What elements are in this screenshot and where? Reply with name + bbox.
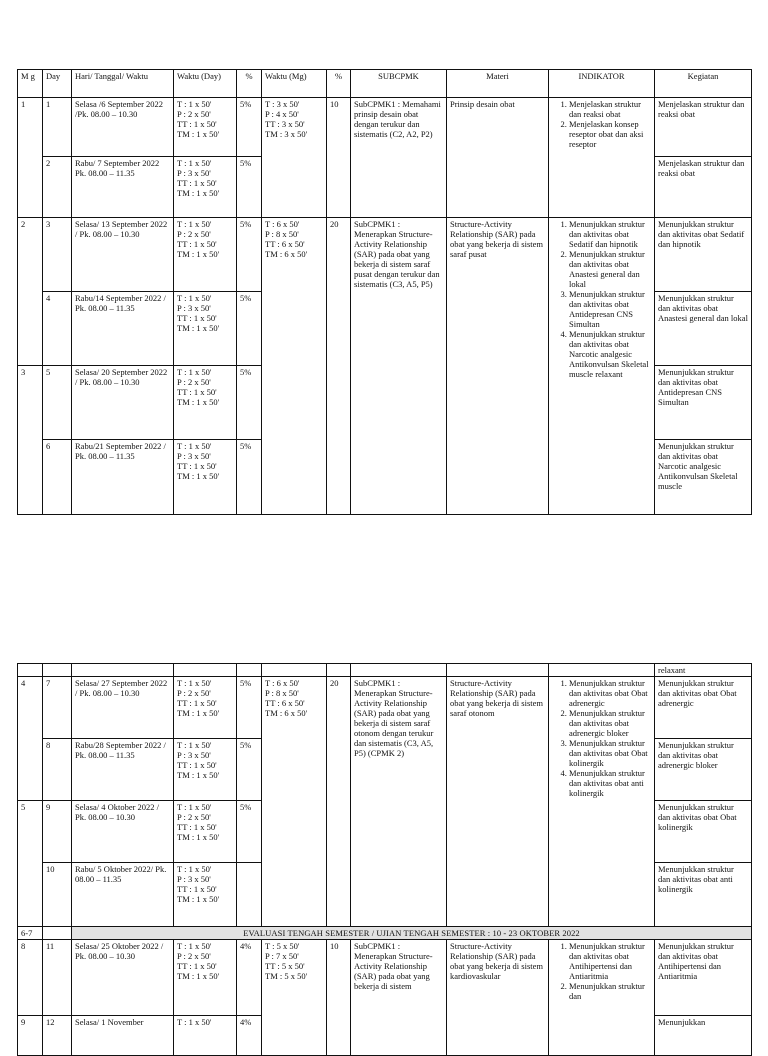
day-date: Rabu/21 September 2022 / Pk. 08.00 – 11.35 (72, 440, 174, 515)
day-percent (237, 863, 262, 927)
materi: Structure-Activity Relationship (SAR) pada obat yang bekerja di sistem kardiovaskular (447, 940, 549, 1056)
kegiatan: Menjelaskan struktur dan reaksi obat (655, 98, 752, 157)
day-number: 8 (43, 739, 72, 801)
day-date: Selasa/ 25 Oktober 2022 / Pk. 08.00 – 10.30 (72, 940, 174, 1016)
kegiatan: Menunjukkan struktur dan aktivitas obat Antihipertensi dan Antiaritmia (655, 940, 752, 1016)
week-time: T : 6 x 50' P : 8 x 50' TT : 6 x 50' TM : 6 x 50' (262, 677, 327, 927)
week-percent: 20 (327, 677, 351, 927)
day-percent: 5% (237, 366, 262, 440)
day-date: Rabu/28 September 2022 / Pk. 08.00 – 11.35 (72, 739, 174, 801)
kegiatan: Menunjukkan struktur dan aktivitas obat Antidepresan CNS Simultan (655, 366, 752, 440)
week-number: 1 (18, 98, 43, 218)
day-number: 7 (43, 677, 72, 739)
indikator-item: 2. Menunjukkan struktur dan aktivitas obat Anastesi general dan lokal (569, 249, 651, 289)
kegiatan-continuation: relaxant (655, 664, 752, 677)
col-header-kegiatan: Kegiatan (655, 70, 752, 98)
week-number: 9 (18, 1016, 43, 1056)
indikator-item: 1. Menjelaskan struktur dan reaksi obat (569, 99, 651, 119)
indikator-item: 1. Menunjukkan struktur dan aktivitas obat Sedatif dan hipnotik (569, 219, 651, 249)
day-time: T : 1 x 50' P : 3 x 50' TT : 1 x 50' TM : 1 x 50' (174, 157, 237, 218)
indikator-list (552, 678, 651, 798)
week-number: 4 (18, 677, 43, 801)
schedule-table-page-1 (17, 69, 752, 515)
day-number: 9 (43, 801, 72, 863)
week-percent: 10 (327, 940, 351, 1056)
day-time: T : 1 x 50' P : 2 x 50' TT : 1 x 50' TM : 1 x 50' (174, 98, 237, 157)
schedule-table-page-2 (17, 663, 752, 1056)
day-date: Selasa/ 20 September 2022 / Pk. 08.00 – 10.30 (72, 366, 174, 440)
day-date: Rabu/ 7 September 2022 Pk. 08.00 – 11.35 (72, 157, 174, 218)
evaluation-banner: EVALUASI TENGAH SEMESTER / UJIAN TENGAH SEMESTER : 10 - 23 OKTOBER 2022 (72, 927, 752, 940)
week-number: 6-7 (18, 927, 43, 940)
kegiatan: Menjelaskan struktur dan reaksi obat (655, 157, 752, 218)
table-row-continuation (18, 664, 752, 677)
day-percent: 4% (237, 940, 262, 1016)
week-number: 5 (18, 801, 43, 927)
materi: Structure-Activity Relationship (SAR) pada obat yang bekerja di sistem saraf otonom (447, 677, 549, 927)
indikator-item: 3. Menunjukkan struktur dan aktivitas obat Antidepresan CNS Simultan (569, 289, 651, 329)
indikator (549, 98, 655, 218)
indikator-item: 2. Menjelaskan konsep reseptor obat dan aksi reseptor (569, 119, 651, 149)
day-time: T : 1 x 50' P : 3 x 50' TT : 1 x 50' TM : 1 x 50' (174, 863, 237, 927)
week-number: 3 (18, 366, 43, 515)
col-header-date: Hari/ Tanggal/ Waktu (72, 70, 174, 98)
subcpmk: SubCPMK1 : Menerapkan Structure-Activity Relationship (SAR) pada obat yang bekerja di sistem (351, 940, 447, 1056)
materi: Prinsip desain obat (447, 98, 549, 218)
kegiatan: Menunjukkan struktur dan aktivitas obat anti kolinergik (655, 863, 752, 927)
day-number: 5 (43, 366, 72, 440)
col-header-percent-day: % (237, 70, 262, 98)
day-number: 6 (43, 440, 72, 515)
materi: Structure-Activity Relationship (SAR) pada obat yang bekerja di sistem saraf pusat (447, 218, 549, 515)
day-number: 2 (43, 157, 72, 218)
col-header-day: Day (43, 70, 72, 98)
indikator (549, 940, 655, 1056)
header-row (18, 70, 752, 98)
table-row (18, 98, 752, 157)
day-percent: 5% (237, 157, 262, 218)
day-number: 4 (43, 292, 72, 366)
subcpmk: SubCPMK1 : Memahami prinsip desain obat dengan terukur dan sistematis (C2, A2, P2) (351, 98, 447, 218)
kegiatan: Menunjukkan struktur dan aktivitas obat Narcotic analgesic Antikonvulsan Skeletal muscle (655, 440, 752, 515)
day-percent: 4% (237, 1016, 262, 1056)
kegiatan: Menunjukkan (655, 1016, 752, 1056)
day-number: 10 (43, 863, 72, 927)
col-header-waktu-day: Waktu (Day) (174, 70, 237, 98)
indikator (549, 677, 655, 927)
col-header-percent-mg: % (327, 70, 351, 98)
day-percent: 5% (237, 292, 262, 366)
day-date: Selasa/ 1 November (72, 1016, 174, 1056)
indikator-item: 4. Menunjukkan struktur dan aktivitas obat anti kolinergik (569, 768, 651, 798)
indikator-item: 4. Menunjukkan struktur dan aktivitas obat Narcotic analgesic Antikonvulsan Skeletal muscle relaxant (569, 329, 651, 379)
day-number: 3 (43, 218, 72, 292)
indikator-item: 1. Menunjukkan struktur dan aktivitas obat Obat adrenergic (569, 678, 651, 708)
day-number: 1 (43, 98, 72, 157)
indikator-list (552, 219, 651, 379)
day-time: T : 1 x 50' P : 2 x 50' TT : 1 x 50' TM : 1 x 50' (174, 366, 237, 440)
subcpmk: SubCPMK1 : Menerapkan Structure-Activity Relationship (SAR) pada obat yang bekerja di sistem saraf pusat dengan terukur dan sistematis (C3, A5, P5) (351, 218, 447, 515)
indikator-list (552, 99, 651, 149)
table-row (18, 218, 752, 292)
day-time: T : 1 x 50' (174, 1016, 237, 1056)
day-percent: 5% (237, 801, 262, 863)
week-number: 2 (18, 218, 43, 366)
col-header-waktu-mg: Waktu (Mg) (262, 70, 327, 98)
day-time: T : 1 x 50' P : 2 x 50' TT : 1 x 50' TM : 1 x 50' (174, 677, 237, 739)
table-row (18, 677, 752, 739)
week-number: 8 (18, 940, 43, 1016)
day-percent: 5% (237, 440, 262, 515)
indikator-item: 2. Menunjukkan struktur dan (569, 981, 651, 1001)
day-time: T : 1 x 50' P : 3 x 50' TT : 1 x 50' TM : 1 x 50' (174, 292, 237, 366)
col-header-mg: M g (18, 70, 43, 98)
indikator-item: 2. Menunjukkan struktur dan aktivitas obat adrenergic bloker (569, 708, 651, 738)
day-percent: 5% (237, 98, 262, 157)
kegiatan: Menunjukkan struktur dan aktivitas obat Anastesi general dan lokal (655, 292, 752, 366)
day-percent: 5% (237, 677, 262, 739)
day-percent: 5% (237, 218, 262, 292)
subcpmk: SubCPMK1 : Menerapkan Structure-Activity Relationship (SAR) pada obat yang bekerja di sistem saraf otonom dengan terukur dan sistematis (C3, A5, P5) (CPMK 2) (351, 677, 447, 927)
day-number: 11 (43, 940, 72, 1016)
day-date: Rabu/ 5 Oktober 2022/ Pk. 08.00 – 11.35 (72, 863, 174, 927)
day-time: T : 1 x 50' P : 2 x 50' TT : 1 x 50' TM : 1 x 50' (174, 801, 237, 863)
day-number: 12 (43, 1016, 72, 1056)
indikator-item: 3. Menunjukkan struktur dan aktivitas obat Obat kolinergik (569, 738, 651, 768)
col-header-materi: Materi (447, 70, 549, 98)
week-time: T : 5 x 50' P : 7 x 50' TT : 5 x 50' TM : 5 x 50' (262, 940, 327, 1056)
indikator-list (552, 941, 651, 1001)
day-time: T : 1 x 50' P : 2 x 50' TT : 1 x 50' TM : 1 x 50' (174, 218, 237, 292)
week-time: T : 3 x 50' P : 4 x 50' TT : 3 x 50' TM : 3 x 50' (262, 98, 327, 218)
kegiatan: Menunjukkan struktur dan aktivitas obat Obat kolinergik (655, 801, 752, 863)
day-date: Rabu/14 September 2022 / Pk. 08.00 – 11.35 (72, 292, 174, 366)
evaluation-row (18, 927, 752, 940)
day-date: Selasa/ 27 September 2022 / Pk. 08.00 – 10.30 (72, 677, 174, 739)
kegiatan: Menunjukkan struktur dan aktivitas obat Obat adrenergic (655, 677, 752, 739)
kegiatan: Menunjukkan struktur dan aktivitas obat Sedatif dan hipnotik (655, 218, 752, 292)
indikator (549, 218, 655, 515)
week-percent: 10 (327, 98, 351, 218)
day-percent: 5% (237, 739, 262, 801)
day-date: Selasa/ 4 Oktober 2022 / Pk. 08.00 – 10.30 (72, 801, 174, 863)
day-time: T : 1 x 50' P : 3 x 50' TT : 1 x 50' TM : 1 x 50' (174, 440, 237, 515)
kegiatan: Menunjukkan struktur dan aktivitas obat adrenergic bloker (655, 739, 752, 801)
day-time: T : 1 x 50' P : 3 x 50' TT : 1 x 50' TM : 1 x 50' (174, 739, 237, 801)
indikator-item: 1. Menunjukkan struktur dan aktivitas obat Antihipertensi dan Antiaritmia (569, 941, 651, 981)
week-percent: 20 (327, 218, 351, 515)
week-time: T : 6 x 50' P : 8 x 50' TT : 6 x 50' TM : 6 x 50' (262, 218, 327, 515)
col-header-indikator: INDIKATOR (549, 70, 655, 98)
col-header-subcpmk: SUBCPMK (351, 70, 447, 98)
table-row (18, 940, 752, 1016)
day-date: Selasa /6 September 2022 /Pk. 08.00 – 10.30 (72, 98, 174, 157)
day-time: T : 1 x 50' P : 2 x 50' TT : 1 x 50' TM : 1 x 50' (174, 940, 237, 1016)
day-date: Selasa/ 13 September 2022 / Pk. 08.00 – 10.30 (72, 218, 174, 292)
